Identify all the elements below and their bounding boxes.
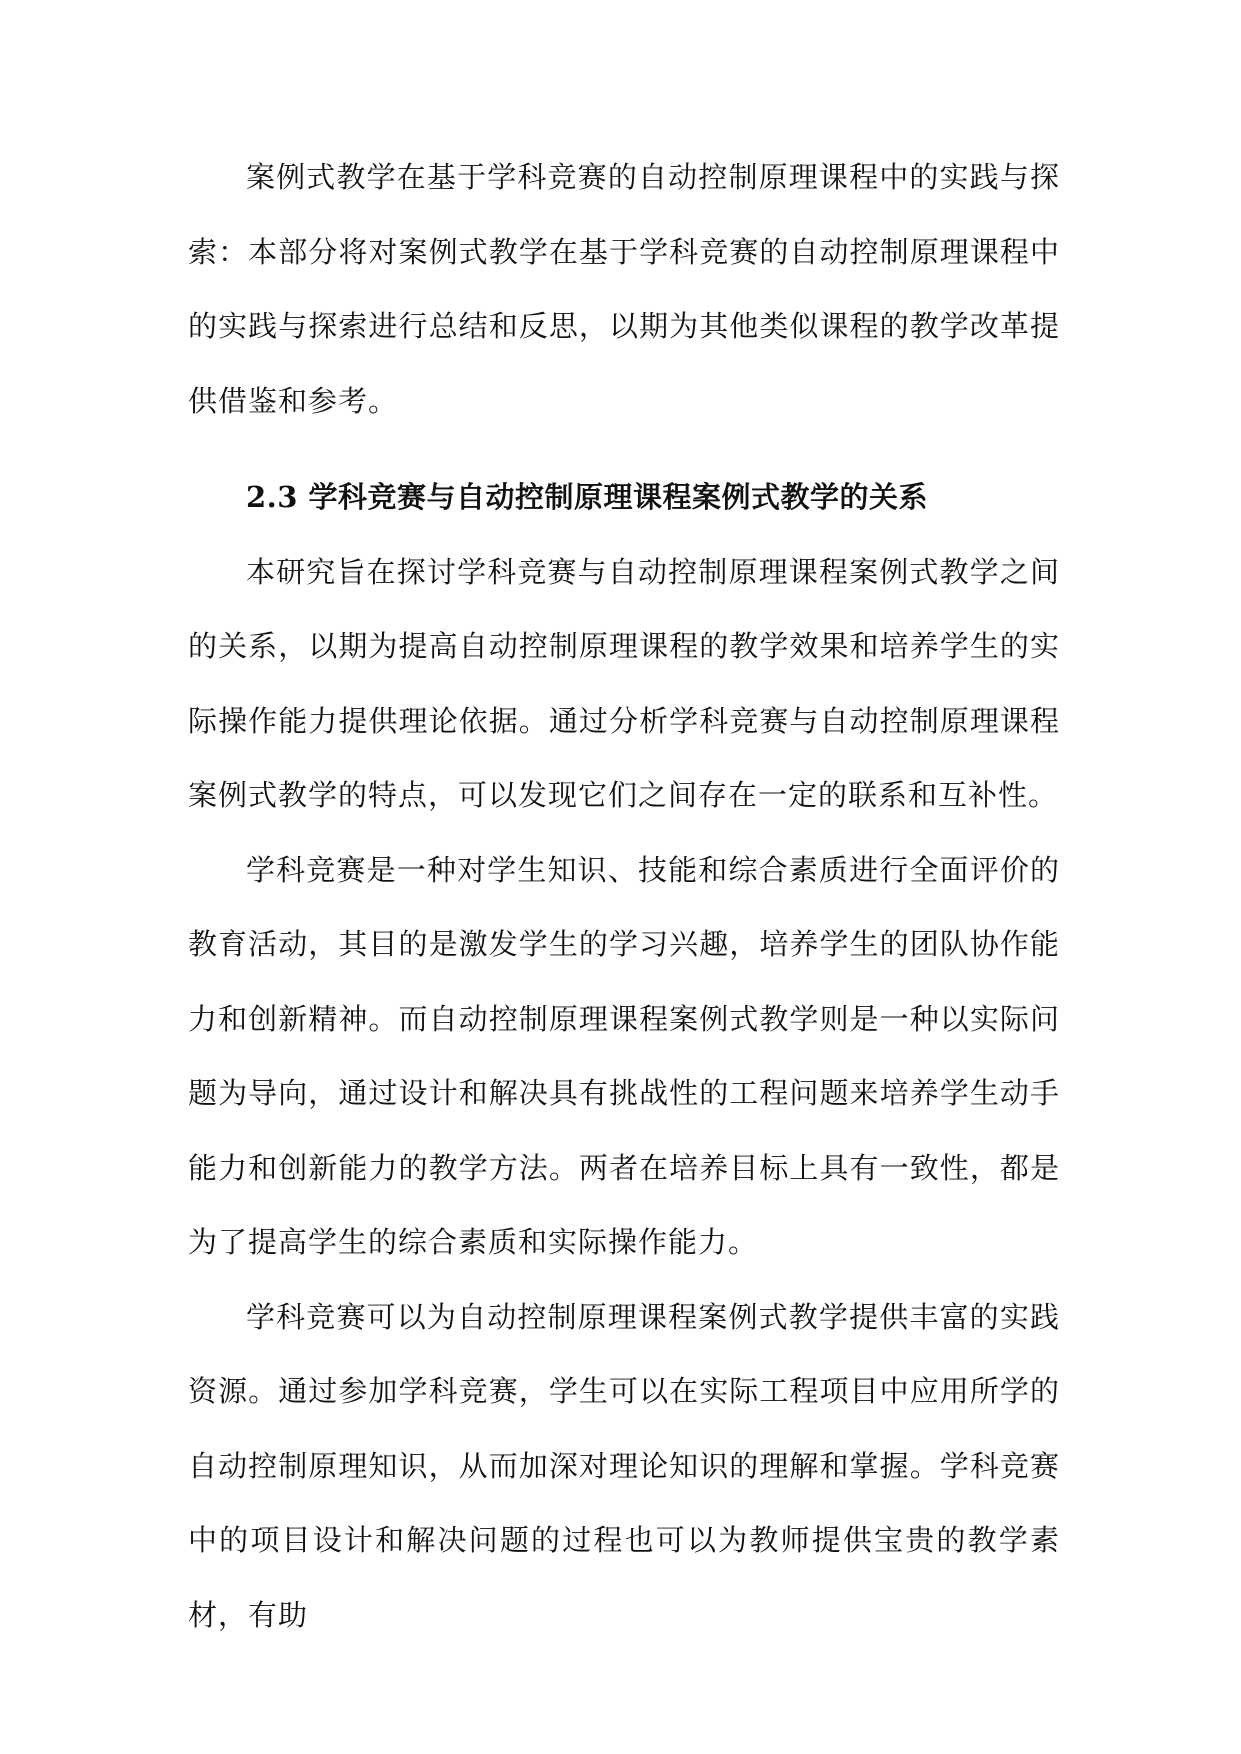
- section-heading-2-3: 2.3 学科竞赛与自动控制原理课程案例式教学的关系: [246, 480, 929, 514]
- paragraph-case-teaching-practice: 案例式教学在基于学科竞赛的自动控制原理课程中的实践与探索：本部分将对案例式教学在基于学科竞赛的自动控制原理课程中的实践与探索进行总结和反思，以期为其他类似课程的教学改革提供借鉴和参考。: [188, 160, 1060, 418]
- paragraph-competition-resources: 学科竞赛可以为自动控制原理课程案例式教学提供丰富的实践资源。通过参加学科竞赛，学生可以在实际工程项目中应用所学的自动控制原理知识，从而加深对理论知识的理解和掌握。学科竞赛中的项目设计和解决问题的过程也可以为教师提供宝贵的教学素材，有助: [188, 1299, 1060, 1632]
- paragraph-competition-definition: 学科竞赛是一种对学生知识、技能和综合素质进行全面评价的教育活动，其目的是激发学生的学习兴趣，培养学生的团队协作能力和创新精神。而自动控制原理课程案例式教学则是一种以实际问题为导向，通过设计和解决具有挑战性的工程问题来培养学生动手能力和创新能力的教学方法。两者在培养目标上具有一致性，都是为了提高学生的综合素质和实际操作能力。: [188, 852, 1060, 1259]
- paragraph-research-purpose: 本研究旨在探讨学科竞赛与自动控制原理课程案例式教学之间的关系，以期为提高自动控制原理课程的教学效果和培养学生的实际操作能力提供理论依据。通过分析学科竞赛与自动控制原理课程案例式教学的特点，可以发现它们之间存在一定的联系和互补性。: [188, 554, 1060, 812]
- text-column: [188, 140, 1060, 1652]
